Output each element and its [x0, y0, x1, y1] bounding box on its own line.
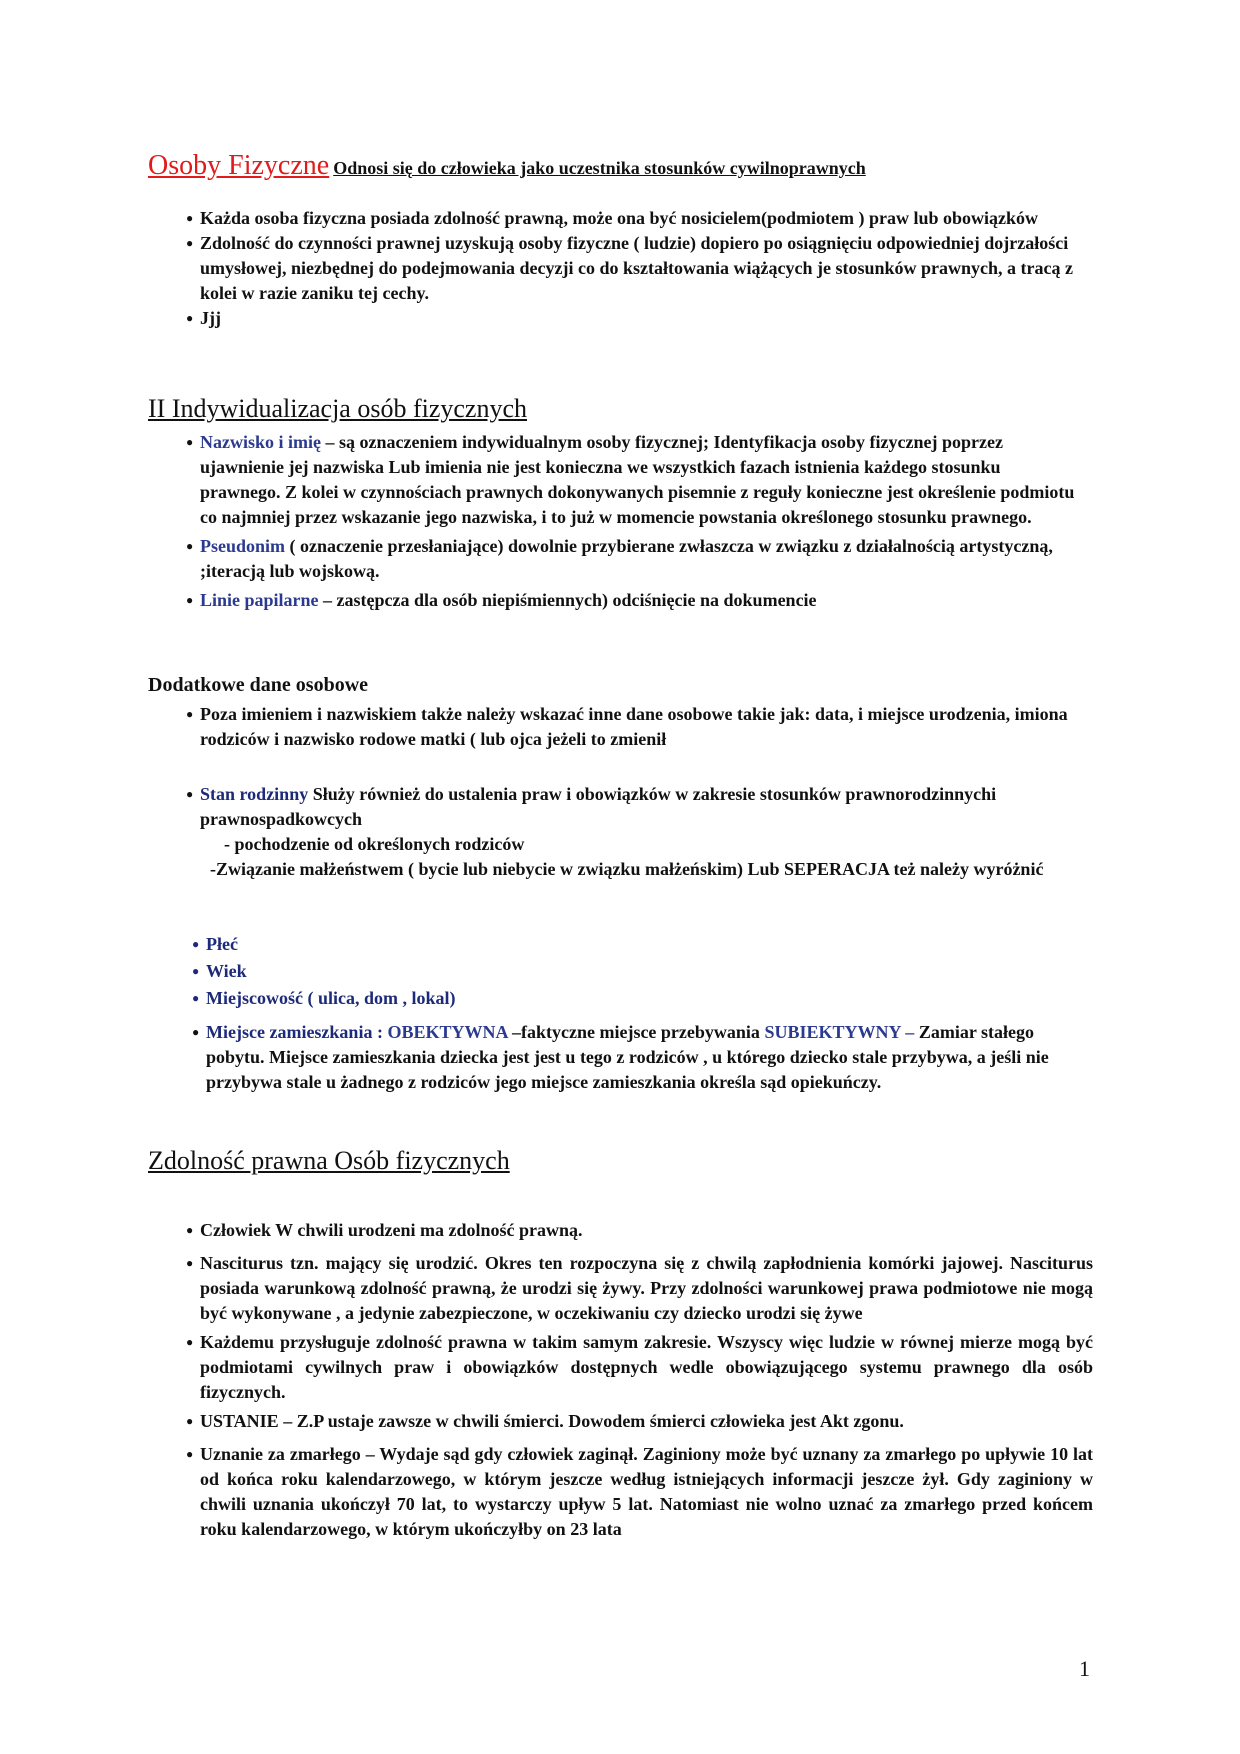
term-text: Zamiar stałego pobytu. Miejsce zamieszkania dziecka jest jest u tego z rodziców , u którego dziecko stale przybywa, a jeśli nie przybywa stale u żadnego z rodziców jego miejsce zamieszkania określa sąd opiekuńczy. [206, 1022, 1049, 1092]
list-item: ● Poza imieniem i nazwiskiem także należy wskazać inne dane osobowe takie jak: data, i miejsce urodzenia, imiona rodziców i nazwisko rodowe matki ( lub ojca jeżeli to zmienił [148, 702, 1078, 752]
list-item: ● Każdemu przysługuje zdolność prawna w takim samym zakresie. Wszyscy więc ludzie w równej mierze mogą być podmiotami cywilnych praw i obowiązków dostępnych wedle obowiązującego systemu prawnego dla osób fizycznych. [148, 1330, 1093, 1405]
term-pseudonim: Pseudonim [200, 536, 286, 556]
list-item: ● Zdolność do czynności prawnej uzyskują osoby fizyczne ( ludzie) dopiero po osiągnięciu odpowiedniej dojrzałości umysłowej, niezbędnej do podejmowania decyzji co do kształtowania wiążących je stosunków prawnych, a tracą z kolei w razie zaniku tej cechy. [148, 231, 1078, 306]
list-item: ● Człowiek W chwili urodzeni ma zdolność prawną. [148, 1218, 1093, 1243]
list-item [154, 1020, 1078, 1095]
term-text: – zastępcza dla osób niepiśmiennych) odciśnięcie na dokumencie [318, 590, 817, 610]
heading-indywidualizacja: II Indywidualizacja osób fizycznych [148, 394, 528, 423]
term-stan-rodzinny: Stan rodzinny [200, 784, 309, 804]
list-item: ● Uznanie za zmarłego – Wydaje sąd gdy człowiek zaginął. Zaginiony może być uznany za zmarłego po upływie 10 lat od końca roku kalendarzowego, w którym jeszcze według istniejących informacji jeszcze żył. Gdy zaginiony w chwili uznania ukończył 70 lat, to wystarczy upływ 5 lat. Natomiast nie wolno uznać za zmarłego przed końcem roku kalendarzowego, w którym ukończyłby on 23 lata [148, 1442, 1093, 1542]
term-linie-papilarne: Linie papilarne [200, 590, 319, 610]
list-item: ● Wiek [154, 959, 1084, 984]
line-malzenstwo: -Związanie małżeństwem ( bycie lub niebycie w związku małżeńskim) Lub SEPERACJA też należy wyróżnić [210, 859, 1044, 879]
list-item [148, 782, 1078, 832]
list-item: ● Nasciturus tzn. mający się urodzić. Okres ten rozpoczyna się z chwilą zapłodnienia komórki jajowej. Nasciturus posiada warunkową zdolność prawną, że urodzi się żywy. Przy zdolności warunkowej prawa podmiotowe nie mogą być wykonywane , a jedynie zabezpieczone, w oczekiwaniu czy dziecko urodzi się żywe [148, 1251, 1093, 1326]
term-nazwisko: Nazwisko i imię [200, 432, 321, 452]
section-osoby-fizyczne-title-line [148, 150, 866, 182]
section3-bullet-list [148, 702, 1078, 752]
page-number: 1 [1079, 1656, 1090, 1681]
list-item [148, 588, 1078, 613]
heading-zdolnosc-prawna: Zdolność prawna Osób fizycznych [148, 1146, 510, 1175]
section3-residence-bullet [154, 1020, 1078, 1095]
term-subiektywny: SUBIEKTYWNY – [764, 1022, 915, 1042]
heading-dodatkowe-dane: Dodatkowe dane osobowe [148, 674, 369, 696]
list-item: ● USTANIE – Z.P ustaje zawsze w chwili śmierci. Dowodem śmierci człowieka jest Akt zgonu. [148, 1409, 1093, 1434]
section3-bullet-list-2 [148, 782, 1078, 832]
section1-bullet-list [148, 206, 1078, 331]
list-item: ● Jjj [148, 306, 1078, 331]
list-item [148, 534, 1078, 584]
term-text: Służy również do ustalenia praw i obowiązków w zakresie stosunków prawnorodzinnychi prawnospadkowcych [200, 784, 997, 829]
section4-bullet-list [148, 1218, 1093, 1542]
section2-bullet-list [148, 430, 1078, 613]
list-item: ● Miejscowość ( ulica, dom , lokal) [154, 986, 1084, 1011]
term-obiektywna: OBEKTYWNA [382, 1022, 508, 1042]
term-miejsce-zamieszkania: Miejsce zamieszkania : [206, 1022, 383, 1042]
list-item: ● Każda osoba fizyczna posiada zdolność prawną, może ona być nosicielem(podmiotem ) praw lub obowiązków [148, 206, 1078, 231]
line-pochodzenie: - pochodzenie od określonych rodziców [224, 834, 525, 854]
list-item [148, 430, 1078, 530]
section3-small-bullets [154, 932, 1084, 1011]
term-text: – są oznaczeniem indywidualnym osoby fizycznej; Identyfikacja osoby fizycznej poprzez ujawnienie jej nazwiska Lub imienia nie jest konieczna we wszystkich fazach istnienia każdego stosunku prawnego. Z kolei w czynnościach prawnych dokonywanych pisemnie z reguły konieczne jest określenie podmiotu co najmniej przez wskazanie jego nazwiska, i to już w momencie powstania określonego stosunku prawnego. [200, 432, 1075, 527]
title-osoby-fizyczne: Osoby Fizyczne [148, 150, 330, 181]
title-subtitle: Odnosi się do człowieka jako uczestnika stosunków cywilnoprawnych [333, 158, 866, 178]
term-text: ( oznaczenie przesłaniające) dowolnie przybierane zwłaszcza w związku z działalnością artystyczną, ;iteracją lub wojskową. [200, 536, 1053, 581]
term-text: –faktyczne miejsce przebywania [507, 1022, 765, 1042]
list-item: ● Płeć [154, 932, 1084, 957]
